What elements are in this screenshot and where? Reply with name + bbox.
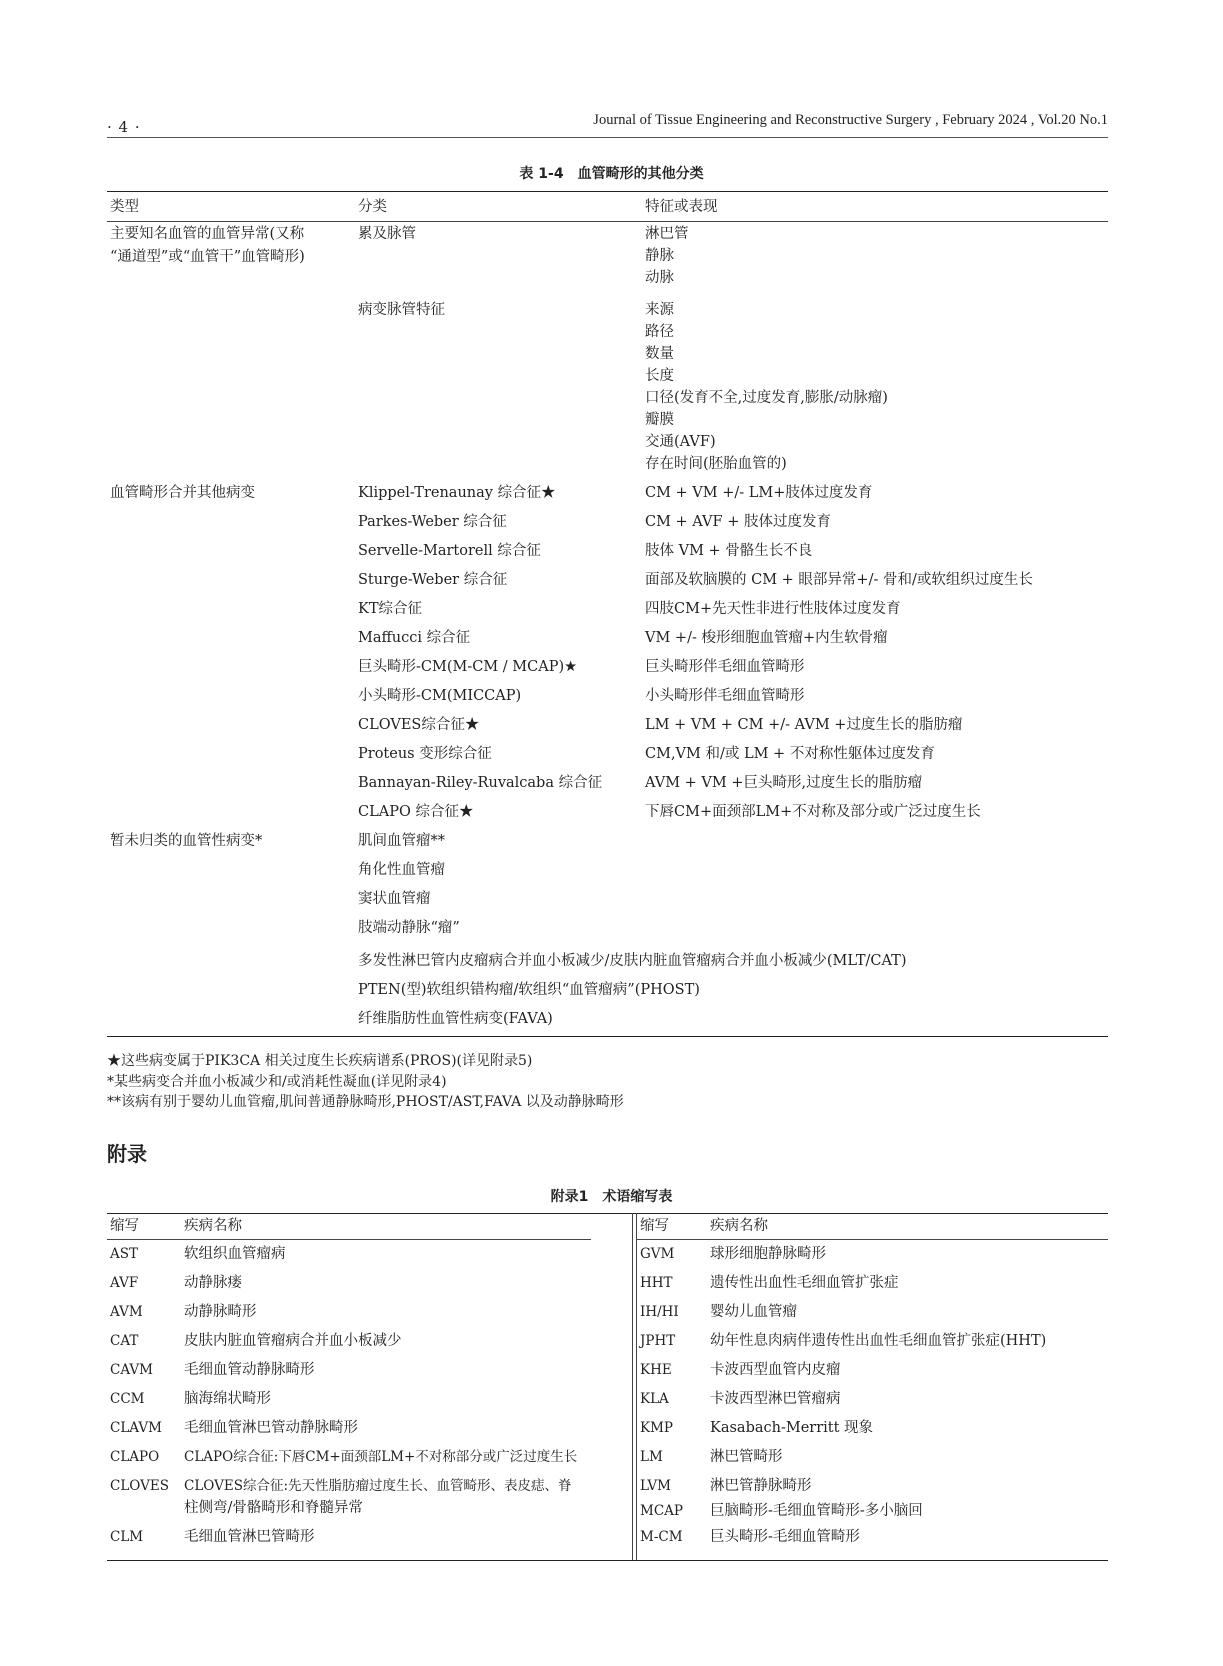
feature-cell: 小头畸形伴毛细血管畸形 [645,688,805,704]
column-separator [632,1213,637,1560]
category-cell: 累及脉管 [358,226,416,242]
abbr-cell: GVM [640,1246,675,1262]
category-cell: 角化性血管瘤 [358,862,445,878]
disease-cell: 婴幼儿血管瘤 [710,1304,797,1320]
type-cell: 暂未归类的血管性病变* [110,833,263,849]
feature-cell: 面部及软脑膜的 CM + 眼部异常+/- 骨和/或软组织过度生长 [645,572,1033,588]
type-cell: 主要知名血管的血管异常(又称 [110,226,305,242]
feature-item: 瓣膜 [645,412,674,428]
abbr-cell: MCAP [640,1503,683,1519]
category-cell: Parkes-Weber 综合征 [358,514,507,530]
table-header-category: 分类 [358,199,387,215]
table-top-rule [107,191,1108,192]
abbr-cell: CLM [110,1529,144,1545]
category-cell: 窦状血管瘤 [358,891,431,907]
feature-cell: 四肢CM+先天性非进行性肢体过度发育 [645,601,901,617]
category-cell: 多发性淋巴管内皮瘤病合并血小板减少/皮肤内脏血管瘤病合并血小板减少(MLT/CAT) [358,953,907,969]
table-header-rule [107,221,1108,222]
feature-item: 静脉 [645,248,674,264]
feature-item: 数量 [645,346,674,362]
abbr-cell: AVF [110,1275,139,1291]
feature-cell: LM + VM + CM +/- AVM +过度生长的脂肪瘤 [645,717,963,733]
disease-cell: 皮肤内脏血管瘤病合并血小板减少 [184,1333,402,1349]
disease-cell: 毛细血管动静脉畸形 [184,1362,315,1378]
category-cell: CLAPO 综合征★ [358,804,474,820]
table-header-type: 类型 [110,199,139,215]
disease-cell: 幼年性息肉病伴遗传性出血性毛细血管扩张症(HHT) [710,1333,1047,1349]
disease-cell: 动静脉畸形 [184,1304,257,1320]
category-cell: 肢端动静脉“瘤” [358,920,460,936]
disease-cell: 淋巴管畸形 [710,1449,783,1465]
abbr-cell: JPHT [640,1333,676,1349]
features-list [645,223,689,289]
abbr-cell: IH/HI [640,1304,679,1320]
feature-cell: CM,VM 和/或 LM + 不对称性躯体过度发育 [645,746,935,762]
feature-item: 长度 [645,368,674,384]
category-cell: Klippel-Trenaunay 综合征★ [358,485,556,501]
page-number: · 4 · [107,118,141,136]
category-cell: KT综合征 [358,601,423,617]
header-disease: 疾病名称 [184,1218,242,1234]
abbr-cell: CAT [110,1333,139,1349]
disease-cell: 遗传性出血性毛细血管扩张症 [710,1275,899,1291]
abbr-cell: AST [110,1246,139,1262]
feature-item: 来源 [645,302,674,318]
journal-running-header: Journal of Tissue Engineering and Reconstructive Surgery , February 2024 , Vol.20 No.1 [593,112,1108,128]
footnote: ★这些病变属于PIK3CA 相关过度生长疾病谱系(PROS)(详见附录5) [107,1053,533,1069]
disease-cell: 球形细胞静脉畸形 [710,1246,826,1262]
feature-cell: CM + AVF + 肢体过度发育 [645,514,831,530]
footnote: *某些病变合并血小板减少和/或消耗性凝血(详见附录4) [107,1073,447,1090]
category-cell: 巨头畸形-CM(M-CM / MCAP)★ [358,659,578,675]
disease-cell: 毛细血管淋巴管动静脉畸形 [184,1420,358,1436]
category-cell: Sturge-Weber 综合征 [358,572,508,588]
abbr-cell: LM [640,1449,663,1465]
abbr-cell: KHE [640,1362,672,1378]
feature-item: 口径(发育不全,过度发育,膨胀/动脉瘤) [645,390,888,406]
category-cell: Maffucci 综合征 [358,630,471,646]
feature-cell: CM + VM +/- LM+肢体过度发育 [645,485,873,501]
disease-cell: 卡波西型淋巴管瘤病 [710,1391,841,1407]
disease-cell: 软组织血管瘤病 [184,1246,286,1262]
header-disease: 疾病名称 [710,1218,768,1234]
table-bottom-rule [107,1036,1108,1037]
category-cell: PTEN(型)软组织错构瘤/软组织“血管瘤病”(PHOST) [358,982,700,998]
abbr-cell: CLOVES [110,1478,169,1494]
table-footnotes [107,1051,624,1113]
disease-cell: CLAPO综合征:下唇CM+面颈部LM+不对称部分或广泛过度生长 [184,1449,578,1465]
feature-cell: 下唇CM+面颈部LM+不对称及部分或广泛过度生长 [645,804,981,820]
features-list [645,299,888,475]
table-header-rule [636,1239,1108,1240]
category-cell: CLOVES综合征★ [358,717,480,733]
feature-cell: VM +/- 梭形细胞血管瘤+内生软骨瘤 [645,630,888,646]
table-header-features: 特征或表现 [645,199,718,215]
category-cell: Servelle-Martorell 综合征 [358,543,541,559]
category-cell: 小头畸形-CM(MICCAP) [358,688,522,704]
feature-item: 淋巴管 [645,226,689,242]
abbr-cell: HHT [640,1275,673,1291]
feature-item: 存在时间(胚胎血管的) [645,456,787,472]
category-cell: Proteus 变形综合征 [358,746,492,762]
category-cell: 肌间血管瘤** [358,833,445,849]
table-top-rule [107,1213,1108,1214]
table-bottom-rule [107,1560,1108,1561]
abbr-cell: CLAVM [110,1420,162,1436]
abbr-cell: LVM [640,1478,671,1494]
abbr-cell: CLAPO [110,1449,160,1465]
feature-item: 路径 [645,324,674,340]
abbr-cell: AVM [110,1304,143,1320]
abbr-cell: M-CM [640,1529,683,1545]
header-divider [107,137,1108,138]
header-abbr: 缩写 [640,1218,669,1234]
disease-cell: Kasabach-Merritt 现象 [710,1420,874,1436]
disease-cell: 毛细血管淋巴管畸形 [184,1529,315,1545]
feature-cell: 肢体 VM + 骨骼生长不良 [645,543,813,559]
disease-cell: CLOVES综合征:先天性脂肪瘤过度生长、血管畸形、表皮痣、脊 [184,1478,572,1494]
disease-cell: 卡波西型血管内皮瘤 [710,1362,841,1378]
disease-cell: 巨头畸形-毛细血管畸形 [710,1529,860,1545]
header-abbr: 缩写 [110,1218,139,1234]
abbr-cell: KMP [640,1420,673,1436]
appendix-heading: 附录 [107,1142,147,1166]
table-title: 表 1-4 血管畸形的其他分类 [519,166,704,182]
abbr-cell: CAVM [110,1362,153,1378]
type-cell: 血管畸形合并其他病变 [110,485,255,501]
category-cell: 纤维脂肪性血管性病变(FAVA) [358,1011,553,1027]
table-header-rule [107,1239,591,1240]
feature-item: 动脉 [645,270,674,286]
category-cell: 病变脉管特征 [358,302,445,318]
footnote: **该病有别于婴幼儿血管瘤,肌间普通静脉畸形,PHOST/AST,FAVA 以及动静脉畸形 [107,1094,624,1110]
feature-cell: AVM + VM +巨头畸形,过度生长的脂肪瘤 [645,775,923,791]
abbr-cell: CCM [110,1391,145,1407]
disease-cell: 动静脉瘘 [184,1275,242,1291]
disease-cell-cont: 柱侧弯/骨骼畸形和脊髓异常 [184,1500,363,1516]
appendix-table-title: 附录1 术语缩写表 [550,1189,673,1205]
category-cell: Bannayan-Riley-Ruvalcaba 综合征 [358,775,603,791]
disease-cell: 脑海绵状畸形 [184,1391,271,1407]
disease-cell: 巨脑畸形-毛细血管畸形-多小脑回 [710,1503,923,1519]
feature-item: 交通(AVF) [645,434,716,450]
abbr-cell: KLA [640,1391,669,1407]
disease-cell: 淋巴管静脉畸形 [710,1478,812,1494]
feature-cell: 巨头畸形伴毛细血管畸形 [645,659,805,675]
type-cell-cont: “通道型”或“血管干”血管畸形) [110,249,305,265]
